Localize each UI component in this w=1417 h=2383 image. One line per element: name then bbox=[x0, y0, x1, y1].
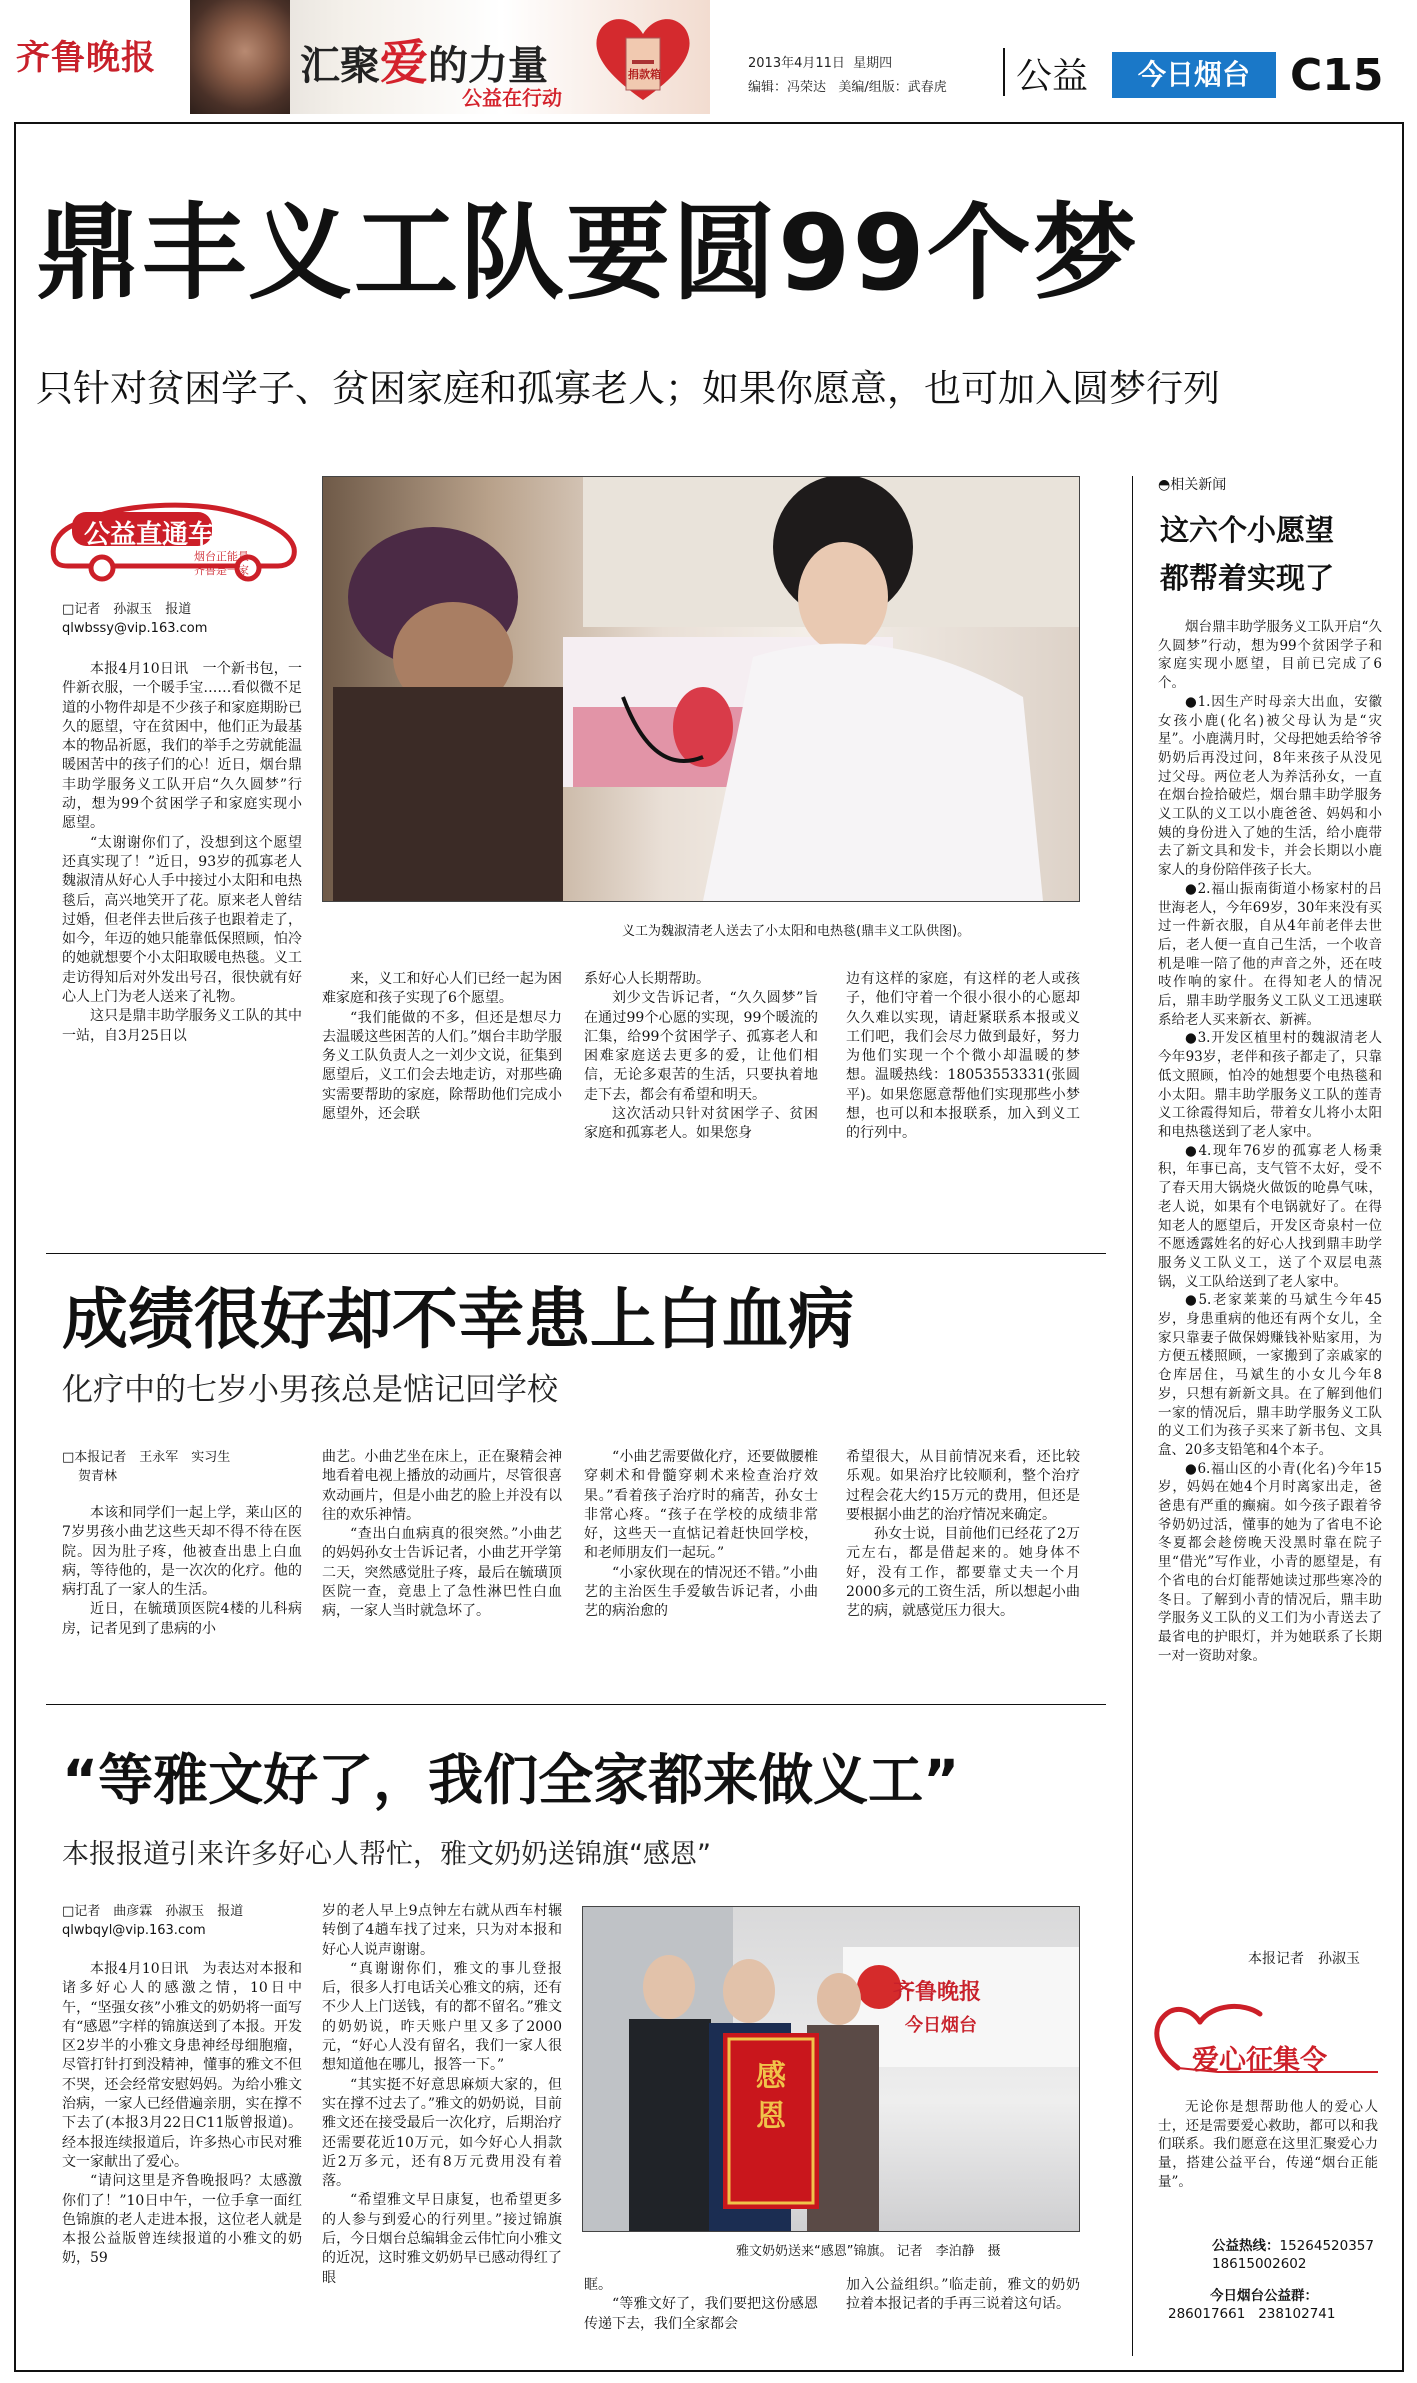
logo-sub1: 烟台正能量 bbox=[194, 550, 249, 563]
sidebar-p1: ●1.因生产时母亲大出血，安徽女孩小鹿(化名)被父母认为是“灾星”。小鹿满月时，父母把她丢给爷爷奶奶后再没过问，8年来孩子从没见过父母。两位老人为养活孙女，一直在烟台捡拾破烂，烟台鼎丰助学服务义工队的义工以小鹿爸爸、妈妈和小姨的身份进入了她的生活，给小鹿带去了新文具和发卡，并会长期以小鹿家人的身份陪伴孩子长大。 bbox=[1158, 693, 1382, 879]
story3-byline bbox=[62, 1902, 302, 1940]
photo-sign-paper: 齐鲁晚报 bbox=[893, 1979, 982, 2005]
story1-col3-p3: 这次活动只针对贫困学子、贫困家庭和孤寡老人。如果您身 bbox=[584, 1106, 818, 1142]
date-text: 2013年4月11日 bbox=[748, 56, 845, 71]
story1-col4 bbox=[846, 970, 1080, 1248]
masthead-divider bbox=[1003, 48, 1005, 96]
love-call-title: 爱心征集令 bbox=[1192, 2045, 1327, 2076]
story3-col3 bbox=[584, 2276, 818, 2362]
story2-col4-p2: 孙女士说，目前他们已经花了2万元左右，都是借起来的。她身体不好，没有工作，都要靠丈夫一个月2000多元的工资生活，所以想起小曲艺的病，就感觉压力很大。 bbox=[846, 1526, 1080, 1620]
story3-photo-caption: 雅文奶奶送来“感恩”锦旗。 记者 李泊静 摄 bbox=[736, 2244, 1001, 2259]
qq-1: 286017661 bbox=[1168, 2306, 1246, 2322]
story3-photo-scene bbox=[583, 1907, 1079, 2231]
story2-col1-p1: 本该和同学们一起上学，莱山区的7岁男孩小曲艺这些天却不得不待在医院。因为肚子疼，他被查出患上白血病，等待他的，是一次次的化疗。他的病打乱了一家人的生活。 bbox=[62, 1505, 302, 1599]
frame-left bbox=[14, 122, 16, 2372]
photo-sign-edition: 今日烟台 bbox=[905, 2015, 977, 2036]
story1-col3-p1: 系好心人长期帮助。 bbox=[584, 971, 710, 987]
story2-col2-p1: 曲艺。小曲艺坐在床上，正在聚精会神地看着电视上播放的动画片，尽管很喜欢动画片，但是小曲艺的脸上并没有以往的欢乐神情。 bbox=[322, 1449, 562, 1523]
editor-text: 编辑：冯荣达 bbox=[748, 80, 827, 95]
sidebar-reporter: 本报记者 孙淑玉 bbox=[1248, 1951, 1360, 1967]
story2-headline: 成绩很好却不幸患上白血病 bbox=[62, 1281, 854, 1358]
story1-col2-p1: 来，义工和好心人们已经一起为困难家庭和孩子实现了6个愿望。 bbox=[322, 971, 562, 1007]
sidebar-headline-1: 这六个小愿望 bbox=[1160, 513, 1335, 547]
love-call-box bbox=[1148, 1998, 1388, 2360]
story3-col4 bbox=[846, 2276, 1080, 2362]
story1-col2-p2: “我们能做的不多，但还是想尽力去温暖这些困苦的人们。”烟台丰助学服务义工队负责人之一刘少文说，征集到愿望后，义工们会去地走访，对那些确实需要帮助的家庭，除帮助他们完成小愿望外，还会联 bbox=[322, 1009, 562, 1123]
story1-byline-email: qlwbssy@vip.163.com bbox=[62, 621, 208, 636]
story1-photo-caption: 义工为魏淑清老人送去了小太阳和电热毯(鼎丰义工队供图)。 bbox=[622, 924, 971, 939]
frame-bottom bbox=[14, 2370, 1404, 2372]
sidebar-divider bbox=[1132, 476, 1133, 2356]
story2-byline-intern: 贺青林 bbox=[78, 1469, 118, 1484]
designer-text: 美编/组版：武春虎 bbox=[838, 80, 947, 95]
story1-col4-p1: 边有这样的家庭，有这样的老人或孩子，他们守着一个很小很小的心愿却久久难以实现，请赶紧联系本报或义工们吧，我们会尽力做到最好，努力为他们实现一个个微小却温暖的梦想。温暖热线：18053553331(张圆平)。如果您愿意帮他们实现那些小梦想，也可以和本报联系，加入到义工的行列中。 bbox=[846, 971, 1080, 1142]
story3-byline-reporter: □记者 曲彦霖 孙淑玉 报道 bbox=[62, 1904, 244, 1919]
story3-col1-p2: “请问这里是齐鲁晚报吗？太感激你们了！”10日中午，一位手拿一面红色锦旗的老人走进本报，这位老人就是本报公益版曾连续报道的小雅文的奶奶，59 bbox=[62, 2173, 302, 2267]
sidebar-p0: 烟台鼎丰助学服务义工队开启“久久圆梦”行动，想为99个贫困学子和家庭实现小愿望，目前已完成了6个。 bbox=[1158, 619, 1382, 692]
story1-byline bbox=[62, 600, 302, 638]
banner-title-pre: 汇聚 bbox=[300, 43, 380, 89]
hotline-label: 公益热线： bbox=[1212, 2238, 1280, 2254]
charity-express-logo bbox=[44, 486, 304, 586]
story1-col1-p1: 本报4月10日讯 一个新书包，一件新衣服，一个暖手宝……看似微不足道的小物件却是不少孩子和家庭期盼已久的愿望，守在贫困中，他们正为最基本的物品祈愿，我们的举手之劳就能温暖困苦中的孩子们的心！近日，烟台鼎丰助学服务义工队开启“久久圆梦”行动，想为99个贫困学子和家庭实现小愿望。 bbox=[62, 661, 302, 832]
story3-col1 bbox=[62, 1960, 302, 2362]
editor-credits bbox=[748, 76, 947, 95]
story1-col3 bbox=[584, 970, 818, 1248]
paper-name: 齐鲁晚报 bbox=[16, 38, 156, 78]
story2-col1 bbox=[62, 1504, 302, 1694]
heart-hands-icon bbox=[590, 8, 696, 108]
qq-2: 238102741 bbox=[1258, 2306, 1336, 2322]
story1-col2 bbox=[322, 970, 562, 1248]
story2-subhead: 化疗中的七岁小男孩总是惦记回学校 bbox=[62, 1372, 558, 1408]
page-number: C15 bbox=[1290, 50, 1384, 101]
logo-sub2: 齐鲁是一家 bbox=[194, 564, 249, 577]
story3-col2-p2: “真谢谢你们，雅文的事儿登报后，很多人打电话关心雅文的病，还有不少人上门送钱，有的都不留名。”雅文的奶奶说，昨天账户里又多了2000元，“好心人没有留名，我们一家人很想知道他在哪儿，报答一下。” bbox=[322, 1960, 562, 2074]
related-news-label bbox=[1158, 474, 1226, 494]
story2-col4 bbox=[846, 1448, 1080, 1694]
related-news-icon: ◓ bbox=[1158, 477, 1171, 493]
story1-rule bbox=[46, 1253, 1106, 1254]
story1-photo-scene bbox=[323, 477, 1079, 901]
hotline-2: 18615002602 bbox=[1212, 2256, 1307, 2272]
story2-col1-p2: 近日，在毓璜顶医院4楼的儿科病房，记者见到了患病的小 bbox=[62, 1601, 302, 1637]
story2-col2-p2: “查出白血病真的很突然。”小曲艺的妈妈孙女士告诉记者，小曲艺开学第二天，突然感觉肚子疼，最后在毓璜顶医院一查，竟患上了急性淋巴性白血病，一家人当时就急坏了。 bbox=[322, 1526, 562, 1620]
donation-box-label: 捐款箱 bbox=[628, 68, 661, 81]
logo-text: 公益直通车 bbox=[84, 520, 215, 550]
issue-date bbox=[748, 52, 892, 71]
story3-subhead: 本报报道引来许多好心人帮忙，雅文奶奶送锦旗“感恩” bbox=[62, 1839, 711, 1870]
sidebar-p6: ●6.福山区的小青(化名)今年15岁，妈妈在她4个月时离家出走，爸爸患有严重的癫痫。如今孩子跟着爷爷奶奶过活，懂事的她为了省电不论冬夏都会趁傍晚天没黑时靠在院子里“借光”写作业，小青的愿望是，有个省电的台灯能帮她读过那些寒冷的冬日。了解到小青的情况后，鼎丰助学服务义工队的义工们为小青送去了最省电的护眼灯，并为她联系了长期一对一资助对象。 bbox=[1158, 1460, 1382, 1664]
story2-col3-p1: “小曲艺需要做化疗，还要做腰椎穿刺术和骨髓穿刺术来检查治疗效果。”看着孩子治疗时的痛苦，孙女士非常心疼。“孩子在学校的成绩非常好，这些天一直惦记着赶快回学校，和老师朋友们一起玩。” bbox=[584, 1449, 818, 1562]
story1-photo bbox=[322, 476, 1080, 902]
story3-col1-p1: 本报4月10日讯 为表达对本报和诸多好心人的感激之情，10日中午，“坚强女孩”小雅文的奶奶将一面写有“感恩”字样的锦旗送到了本报。开发区2岁半的小雅文身患神经母细胞瘤，尽管打针打到没精神，懂事的雅文不但不哭，还会经常安慰妈妈。为给小雅文治病，一家人已经借遍亲朋，实在撑不下去了(本报3月22日C11版曾报道)。经本报连续报道后，许多热心市民对雅文一家献出了爱心。 bbox=[62, 1961, 302, 2170]
story3-col4-p1: 加入公益组织。”临走前，雅文的奶奶拉着本报记者的手再三说着这句话。 bbox=[846, 2277, 1080, 2313]
story1-col3-p2: 刘少文告诉记者，“久久圆梦”旨在通过99个心愿的实现，99个暖流的汇集，给99个贫困学子、孤寡老人和困难家庭送去更多的爱，让他们相信，无论多艰苦的生活，只要执着地走下去，都会有希望和明天。 bbox=[584, 990, 818, 1103]
sidebar-p2: ●2.福山振南街道小杨家村的吕世海老人，今年69岁，30年来没有买过一件新衣服，自从4年前老伴去世后，老人便一直自己生活，一个收音机是唯一陪了他的声音之外，还在吱吱作响的家什。在得知老人的情况后，鼎丰助学服务义工队义工迅速联系给老人买来新衣、新裤。 bbox=[1158, 880, 1382, 1028]
related-news-text: 相关新闻 bbox=[1170, 477, 1227, 493]
story3-headline: “等雅文好了，我们全家都来做义工” bbox=[62, 1748, 960, 1812]
story1-col1 bbox=[62, 660, 302, 1248]
story3-col2-p3: “其实挺不好意思麻烦大家的，但实在撑不过去了。”雅文的奶奶说，目前雅文还在接受最后一次化疗，后期治疗还需要花近10万元，如今好心人捐款近2万多元，还有8万元费用没有着落。 bbox=[322, 2076, 562, 2190]
story2-col3-p2: “小家伙现在的情况还不错。”小曲艺的主治医生手爱敏告诉记者，小曲艺的病治愈的 bbox=[584, 1564, 818, 1620]
banner-subtitle: 公益在行动 bbox=[462, 86, 562, 110]
banner-gratitude-text: 感恩 bbox=[756, 2059, 786, 2134]
story1-subhead: 只针对贫困学子、贫困家庭和孤寡老人；如果你愿意，也可加入圆梦行列 bbox=[36, 367, 1220, 410]
story2-col4-p1: 希望很大，从目前情况来看，还比较乐观。如果治疗比较顺利，整个治疗过程会花大约15万元的费用，但还是要根据小曲艺的治疗情况来确定。 bbox=[846, 1449, 1080, 1523]
banner-child-photo bbox=[190, 0, 290, 114]
weekday-text: 星期四 bbox=[853, 56, 893, 71]
edition-badge: 今日烟台 bbox=[1112, 52, 1276, 98]
sidebar-p5: ●5.老家莱莱的马斌生今年45岁，身患重病的他还有两个女儿，全家只靠妻子做保姆赚钱补贴家用，为方便五楼照顾，一家搬到了亲戚家的仓库居住，马斌生的小女儿今年8岁，只想有新新文具。在了解到他们一家的情况后，鼎丰助学服务义工队的义工们为孩子买来了新书包、文具盒、20多支铅笔和4个本子。 bbox=[1158, 1292, 1382, 1458]
qq-numbers bbox=[1168, 2306, 1336, 2322]
story2-col2 bbox=[322, 1448, 562, 1694]
story1-col1-p2: “太谢谢你们了，没想到这个愿望还真实现了！”近日，93岁的孤寡老人魏淑清从好心人手中接过小太阳和电热毯后，高兴地笑开了花。原来老人曾结过婚，但老伴去世后孩子也跟着走了，如今，年迈的她只能靠低保照顾，怕冷的她就想要个小太阳取暖电热毯。义工走访得知后对外发出号召，很快就有好心人上门为老人送来了礼物。 bbox=[62, 834, 302, 1006]
frame-top bbox=[14, 122, 1404, 124]
story2-col3 bbox=[584, 1448, 818, 1694]
story2-rule bbox=[46, 1704, 1106, 1705]
story2-byline-reporter: □本报记者 王永军 实习生 bbox=[62, 1450, 231, 1465]
story3-col2-p4: “希望雅文早日康复，也希望更多的人参与到爱心的行列里。”接过锦旗后，今日烟台总编辑金云伟忙向小雅文的近况，这时雅文奶奶早已感动得红了眼 bbox=[322, 2192, 562, 2286]
sidebar-p4: ●4.现年76岁的孤寡老人杨秉积，年事已高，支气管不太好，受不了春天用大锅烧火做饭的呛鼻气味，老人说，如果有个电锅就好了。在得知老人的愿望后，开发区奇泉村一位不愿透露姓名的好心人找到鼎丰助学服务义工队义工，送了个双层电蒸锅，义工队给送到了老人家中。 bbox=[1158, 1142, 1382, 1290]
sidebar-p3: ●3.开发区植里村的魏淑清老人今年93岁，老伴和孩子都走了，只靠低文照顾，怕冷的她想要个电热毯和小太阳。鼎丰助学服务义工队的莲青义工徐霞得知后，带着女儿将小太阳和电热毯送到了老人家中。 bbox=[1158, 1030, 1382, 1140]
masthead-banner bbox=[190, 0, 710, 114]
story2-byline bbox=[62, 1448, 302, 1486]
donation-box bbox=[590, 8, 696, 108]
sidebar-headline-2: 都帮着实现了 bbox=[1160, 561, 1335, 595]
story3-col3-p2: “等雅文好了，我们要把这份感恩传递下去，我们全家都会 bbox=[584, 2296, 818, 2332]
story3-col2-p1: 岁的老人早上9点钟左右就从西车村辗转倒了4趟车找了过来，只为对本报和好心人说声谢谢。 bbox=[322, 1903, 562, 1958]
story1-col1-p3: 这只是鼎丰助学服务义工队的其中一站，自3月25日以 bbox=[62, 1008, 302, 1044]
frame-right bbox=[1402, 122, 1404, 2372]
story1-byline-reporter: □记者 孙淑玉 报道 bbox=[62, 602, 192, 617]
hotline-1: 15264520357 bbox=[1279, 2238, 1374, 2254]
story1-headline: 鼎丰义工队要圆99个梦 bbox=[36, 192, 1139, 314]
sidebar-body bbox=[1158, 618, 1382, 1936]
hotline-row bbox=[1212, 2234, 1374, 2254]
story3-photo bbox=[582, 1906, 1080, 2232]
qq-label: 今日烟台公益群： bbox=[1210, 2288, 1318, 2304]
banner-title-post: 的力量 bbox=[428, 43, 549, 89]
section-label: 公益 bbox=[1016, 56, 1089, 97]
story3-col2 bbox=[322, 1902, 562, 2362]
banner-title-love: 爱 bbox=[380, 35, 429, 91]
story3-col3-p1: 眶。 bbox=[584, 2277, 612, 2293]
story3-byline-email: qlwbqyl@vip.163.com bbox=[62, 1923, 206, 1938]
love-call-text: 无论你是想帮助他人的爱心人士，还是需要爱心救助，都可以和我们联系。我们愿意在这里汇聚爱心力量，搭建公益平台，传递“烟台正能量”。 bbox=[1158, 2099, 1378, 2190]
